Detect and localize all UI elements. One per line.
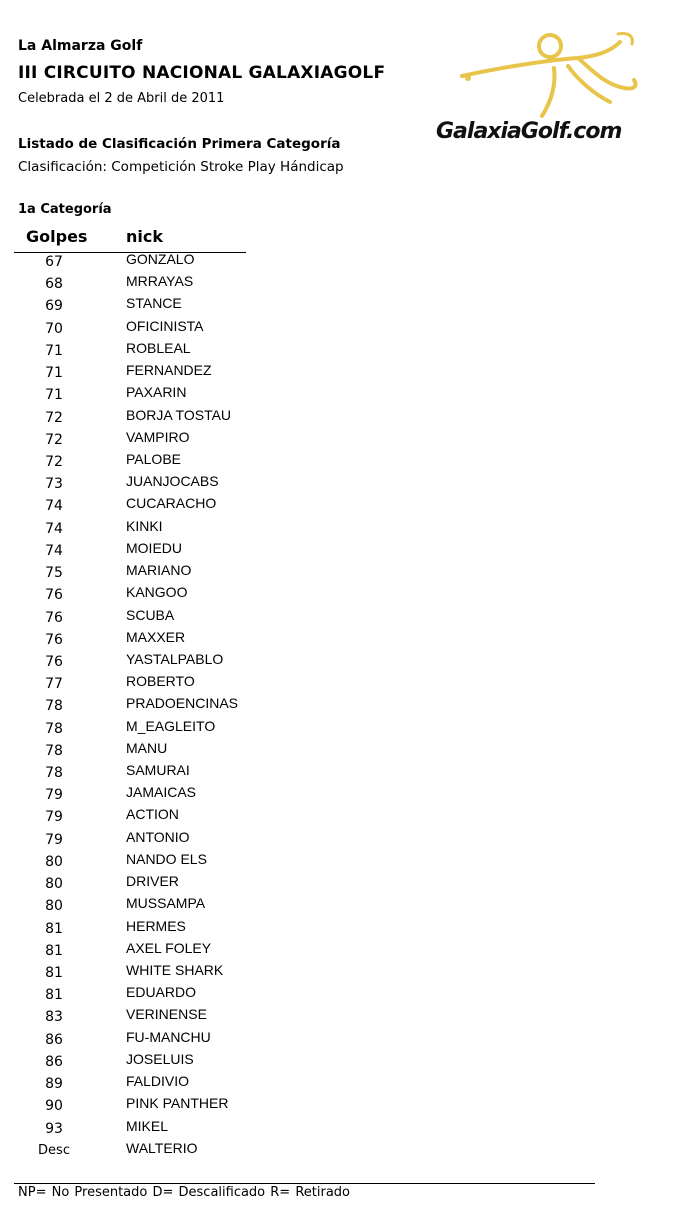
- table-row: [0, 429, 300, 451]
- row-nick: DRIVER: [126, 873, 179, 890]
- row-score: 76: [45, 609, 63, 626]
- row-nick: SCUBA: [126, 606, 175, 623]
- table-row: [0, 562, 300, 584]
- table-row: [0, 473, 300, 495]
- row-nick: PRADOENCINAS: [126, 695, 239, 712]
- column-header-nick: nick: [126, 227, 163, 246]
- row-score: 80: [45, 898, 63, 915]
- club-name: La Almarza Golf: [18, 38, 143, 54]
- row-score: 69: [45, 298, 63, 315]
- galaxiagolf-logo: [428, 28, 680, 152]
- table-row: [0, 1095, 300, 1117]
- row-nick: ANTONIO: [126, 828, 190, 845]
- table-row: [0, 451, 300, 473]
- row-score: 73: [45, 476, 63, 493]
- table-row: [0, 1073, 300, 1095]
- row-nick: AXEL FOLEY: [126, 939, 212, 956]
- row-nick: WHITE SHARK: [126, 962, 224, 978]
- table-row: [0, 318, 300, 340]
- row-nick: JUANJOCABS: [126, 473, 219, 490]
- row-nick: MUSSAMPA: [126, 895, 206, 912]
- table-row: [0, 829, 300, 851]
- row-score: 78: [45, 765, 63, 782]
- row-nick: CUCARACHO: [126, 495, 217, 512]
- table-row: [0, 918, 300, 940]
- row-nick: OFICINISTA: [126, 317, 204, 334]
- row-nick: ACTION: [126, 806, 179, 823]
- row-score: 72: [45, 409, 63, 426]
- row-nick: KINKI: [126, 517, 163, 534]
- row-score: 71: [45, 342, 63, 359]
- table-row: [0, 629, 300, 651]
- footer-divider: [14, 1183, 595, 1184]
- row-nick: M_EAGLEITO: [126, 717, 216, 734]
- table-row: [0, 407, 300, 429]
- row-nick: EDUARDO: [126, 984, 197, 1001]
- row-nick: NANDO ELS: [126, 850, 207, 867]
- row-nick: KANGOO: [126, 584, 188, 601]
- column-header-strokes: Golpes: [26, 227, 88, 246]
- table-row: [0, 273, 300, 295]
- logo-wordmark: GalaxiaGolf.com: [436, 119, 622, 144]
- row-nick: WALTERIO: [126, 1139, 198, 1156]
- table-row: [0, 384, 300, 406]
- row-score: 81: [45, 987, 63, 1004]
- row-nick: PALOBE: [126, 450, 181, 467]
- row-score: 74: [45, 542, 63, 559]
- table-row: [0, 940, 300, 962]
- row-score: 81: [45, 965, 63, 981]
- row-score: 79: [45, 809, 63, 826]
- row-nick: HERMES: [126, 917, 186, 934]
- table-row: [0, 651, 300, 673]
- table-row: [0, 1051, 300, 1073]
- row-score: 76: [45, 587, 63, 604]
- table-row: [0, 584, 300, 606]
- row-nick: FALDIVIO: [126, 1073, 190, 1090]
- row-nick: YASTALPABLO: [126, 650, 224, 667]
- table-row: [0, 518, 300, 540]
- row-score: 72: [45, 431, 63, 448]
- row-nick: FU-MANCHU: [126, 1028, 211, 1045]
- row-score: 78: [45, 698, 63, 715]
- row-nick: JOSELUIS: [126, 1050, 194, 1067]
- table-row: [0, 740, 300, 762]
- tournament-title: III CIRCUITO NACIONAL GALAXIAGOLF: [18, 63, 386, 83]
- row-score: 79: [45, 831, 63, 848]
- row-score: 80: [45, 876, 63, 893]
- row-score: 71: [45, 387, 63, 404]
- row-score: 70: [45, 320, 63, 337]
- row-score: 74: [45, 498, 63, 515]
- table-row: [0, 718, 300, 740]
- table-row: [0, 895, 300, 917]
- row-nick: VAMPIRO: [126, 428, 190, 445]
- row-nick: ROBLEAL: [126, 339, 191, 356]
- table-row: [0, 251, 300, 273]
- row-nick: MANU: [126, 739, 168, 756]
- row-score: 86: [45, 1031, 63, 1048]
- row-score: 80: [45, 853, 63, 870]
- row-score: 81: [45, 920, 63, 937]
- row-score: 72: [45, 453, 63, 470]
- row-nick: MARIANO: [126, 562, 192, 579]
- table-row: [0, 340, 300, 362]
- table-row: [0, 607, 300, 629]
- row-score: 90: [45, 1098, 63, 1115]
- table-row: [0, 806, 300, 828]
- row-nick: VERINENSE: [126, 1006, 207, 1023]
- golfer-swing-icon: [428, 28, 680, 123]
- row-score: 74: [45, 520, 63, 537]
- status-legend: NP= No Presentado D= Descalificado R= Retirado: [18, 1185, 351, 1200]
- table-row: [0, 495, 300, 517]
- list-title: Listado de Clasificación Primera Categoría: [18, 136, 341, 152]
- row-nick: BORJA TOSTAU: [126, 406, 232, 423]
- row-score: 76: [45, 631, 63, 648]
- row-score: Desc: [38, 1142, 70, 1158]
- row-score: 79: [45, 787, 63, 804]
- row-score: 93: [45, 1120, 63, 1137]
- classification-type: Clasificación: Competición Stroke Play Hándicap: [18, 159, 344, 175]
- table-row: [0, 540, 300, 562]
- row-nick: MIKEL: [126, 1117, 169, 1134]
- row-score: 76: [45, 653, 63, 670]
- table-row: [0, 695, 300, 717]
- table-row: [0, 673, 300, 695]
- table-row: [0, 1006, 300, 1028]
- row-score: 81: [45, 942, 63, 959]
- row-nick: PAXARIN: [126, 384, 187, 401]
- row-score: 78: [45, 720, 63, 737]
- row-score: 89: [45, 1076, 63, 1093]
- row-score: 78: [45, 742, 63, 759]
- row-nick: SAMURAI: [126, 762, 190, 779]
- row-nick: MOIEDU: [126, 539, 182, 556]
- row-score: 83: [45, 1009, 63, 1026]
- row-score: 77: [45, 676, 63, 693]
- category-heading: 1a Categoría: [18, 202, 112, 217]
- row-nick: FERNANDEZ: [126, 362, 212, 379]
- classification-table: [0, 251, 300, 1162]
- table-row: [0, 295, 300, 317]
- table-row: [0, 1140, 300, 1162]
- row-score: 67: [45, 254, 63, 270]
- row-nick: JAMAICAS: [126, 784, 197, 801]
- row-nick: STANCE: [126, 295, 182, 312]
- row-nick: MAXXER: [126, 628, 186, 645]
- row-score: 68: [45, 276, 63, 293]
- row-nick: GONZALO: [126, 251, 195, 267]
- event-date: Celebrada el 2 de Abril de 2011: [18, 91, 225, 106]
- table-row: [0, 1029, 300, 1051]
- row-score: 75: [45, 565, 63, 582]
- row-score: 71: [45, 365, 63, 382]
- table-row: [0, 962, 300, 984]
- row-nick: MRRAYAS: [126, 273, 194, 290]
- table-row: [0, 984, 300, 1006]
- table-row: [0, 851, 300, 873]
- table-row: [0, 762, 300, 784]
- row-nick: PINK PANTHER: [126, 1095, 229, 1112]
- table-row: [0, 784, 300, 806]
- table-row: [0, 1118, 300, 1140]
- row-nick: ROBERTO: [126, 673, 195, 690]
- table-row: [0, 362, 300, 384]
- table-row: [0, 873, 300, 895]
- row-score: 86: [45, 1053, 63, 1070]
